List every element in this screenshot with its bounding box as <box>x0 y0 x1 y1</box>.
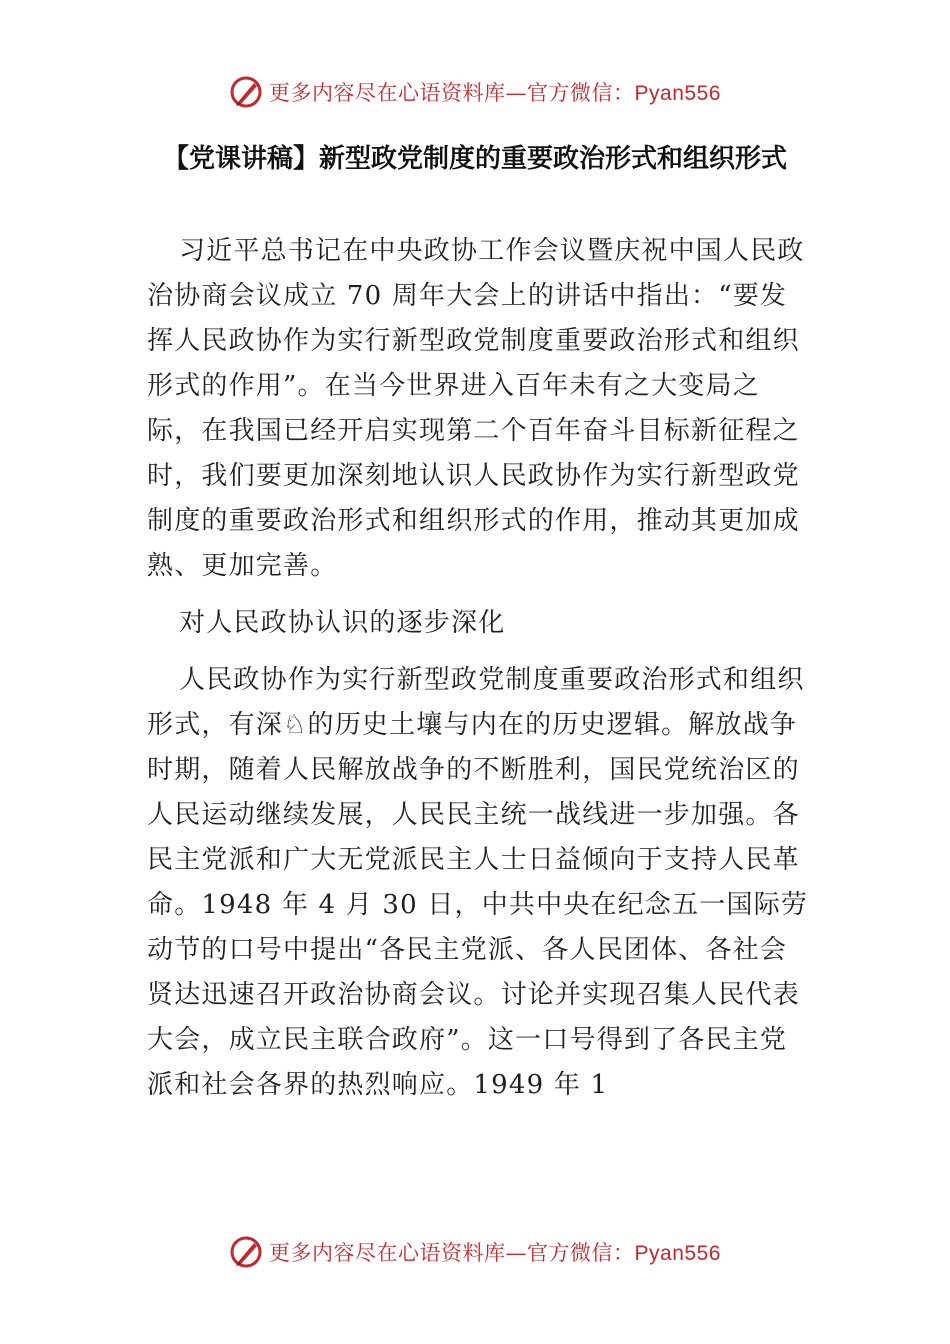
banner-text <box>269 77 721 107</box>
document-title: 【党课讲稿】新型政党制度的重要政治形式和组织形式 <box>162 144 787 174</box>
paragraph-intro <box>147 229 809 589</box>
banner-label: 更多内容尽在心语资料库—官方微信： <box>269 1241 635 1265</box>
banner-text <box>269 1237 721 1267</box>
banner-contact: Pyan556 <box>634 82 721 105</box>
paragraph-text: 习近平总书记在中央政协工作会议暨庆祝中国人民政治协商会议成立 70 周年大会上的讲话中指出：“要发挥人民政协作为实行新型政党制度重要政治形式和组织形式的作用”。在当今世界进入百年未有之大变局之际，在我国已经开启实现第二个百年奋斗目标新征程之时，我们要更加深刻地认识人民政协作为实行新型政党制度的重要政治形式和组织形式的作用，推动其更加成熟、更加完善。 <box>147 236 805 581</box>
paragraph-history <box>147 658 809 1108</box>
footer-banner <box>0 1232 950 1272</box>
quill-pen-logo-icon <box>229 1235 263 1269</box>
section-heading-wrap <box>147 601 809 646</box>
banner-label: 更多内容尽在心语资料库—官方微信： <box>269 81 635 105</box>
paragraph-text: 人民政协作为实行新型政党制度重要政治形式和组织形式，有深♘的历史土壤与内在的历史逻辑。解放战争时期，随着人民解放战争的不断胜利，国民党统治区的人民运动继续发展，人民民主统一战线进一步加强。各民主党派和广大无党派民主人士日益倾向于支持人民革命。1948 年 4 月 30 日，中共中央在纪念五一国际劳动节的口号中提出“各民主党派、各人民团体、各社会贤达迅速召开政治协商会议。讨论并实现召集人民代表大会，成立民主联合政府”。这一口号得到了各民主党派和社会各界的热烈响应。1949 年 1 <box>147 665 809 1100</box>
section-heading: 对人民政协认识的逐步深化 <box>179 608 506 638</box>
banner-contact: Pyan556 <box>634 1242 721 1265</box>
header-banner <box>0 72 950 112</box>
quill-pen-logo-icon <box>229 75 263 109</box>
